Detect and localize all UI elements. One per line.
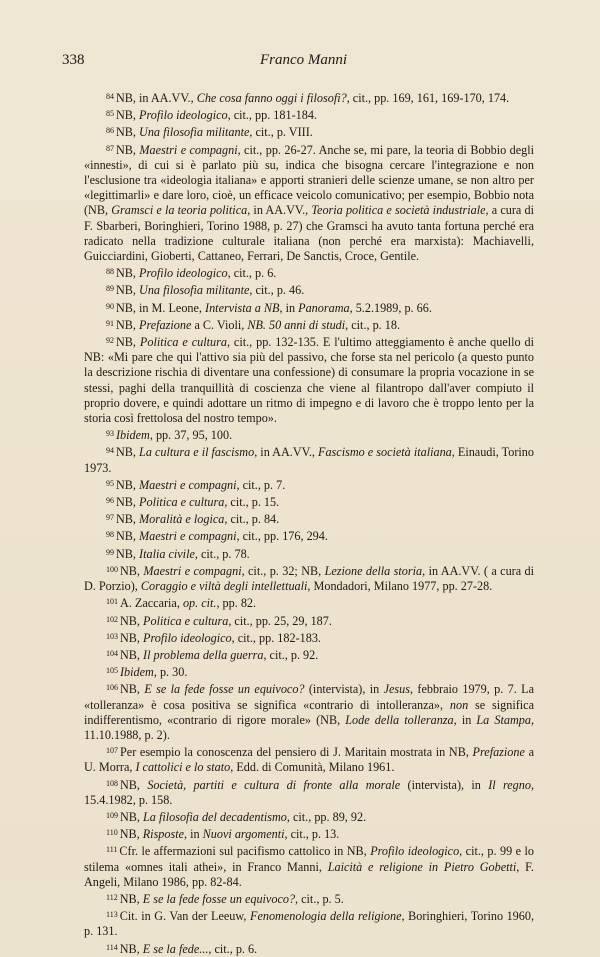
footnote-title-italic: Profilo ideologico [143,630,232,645]
footnote-title-italic: La filosofia del decadentismo [143,809,287,824]
footnote-text: NB, [116,142,140,157]
footnote-text: , cit., pp. 169, 161, 169-170, 174. [346,91,510,105]
footnote-text: (intervista), in [400,777,489,792]
footnote-text: , cit., p. 84. [224,512,280,527]
footnote-text: NB, [116,283,140,298]
footnote [84,476,534,493]
footnote-number: 97 [106,513,114,523]
footnote [84,527,534,544]
footnote-text: , cit., p. 5. [295,891,344,906]
footnote-title-italic: Maestri e compagni [139,142,238,157]
footnote-number: 98 [106,530,114,540]
footnote-title-italic: op. cit. [182,596,217,611]
footnote-text: , F. Angeli, Milano 1986, pp. 82-84. [84,859,534,889]
footnote-number: 96 [106,496,114,506]
footnote-text: NB, [116,512,140,527]
footnote [84,940,534,957]
footnote-title-italic: Lezione della storia [324,563,423,578]
footnote-title-italic: Gramsci e la teoria politica [111,203,248,218]
footnote-number: 110 [106,828,118,838]
footnote-title-italic: E se la fede fosse un equivoco? [144,682,305,697]
footnote-text: , cit., p. 78. [194,546,250,561]
footnote-number: 84 [106,92,114,101]
footnote-number: 113 [106,910,118,920]
footnote-title-italic: Teoria politica e società industriale [311,203,486,218]
footnote-text: , cit., p. 13. [284,827,340,842]
footnote-number: 90 [106,301,114,311]
footnote-text: , Edd. di Comunità, Milano 1961. [230,760,395,775]
footnote-number: 112 [106,892,118,902]
footnote-text: NB, [120,630,144,645]
footnote-number: 105 [106,666,118,676]
footnote-number: 106 [106,683,118,693]
footnote-number: 103 [106,631,118,641]
footnote-text: , in [184,827,203,842]
footnote [84,646,534,663]
footnote [84,808,534,825]
footnote-number: 102 [106,614,118,624]
footnote-text: , cit., pp. 132-135. E l'ultimo atteggiamento è anche quello di NB: «Mi pare che qui l'attivo sia più del passivo, che forse sta nel pericolo (a questo punto la descrizione rischia di diventare una confessione) di consumare la propria vocazione in se stessi, paghi della tranquillità di coscienza che viene al filantropo dall'aver compiuto il proprio dovere, e quindi adottare un ritmo di impegno e di lavoro che è troppo lento per la storia così frettolosa del nostro tempo». [84,335,535,426]
footnote-text: , in [453,712,477,727]
footnote-number: 111 [106,845,118,855]
footnote-text: NB, [119,941,143,956]
footnote-number: 88 [106,267,114,277]
footnote-text: NB, [119,891,143,906]
footnote-text: NB, in AA.VV., [116,91,197,105]
footnote-title-italic: Politica e cultura [139,495,225,510]
footnote [84,281,534,298]
footnote-title-italic: Profilo ideologico [370,844,460,859]
footnote-text: NB, [120,647,144,662]
footnote-title-italic: Fascismo e società italiana [318,445,452,460]
footnote-title-italic: Maestri e compagni [139,529,237,544]
running-title: Franco Manni [260,52,348,68]
footnote-text: NB, [116,445,140,460]
footnote-title-italic: Società, partiti e cultura di fronte alla morale [147,777,401,792]
page-number: 338 [62,52,85,68]
footnote-title-italic: Profilo ideologico [139,108,228,123]
footnote-text: , a cura di F. Sbarberi, Boringhieri, Torino 1988, p. 27) che Gramsci ha avuto tanta fortuna perché era radicato nella tradizione culturale italiana (non perché era marxista): Machiavelli, Guicciardini, Gioberti, Cattaneo, Ferrari, De Sanctis, Croce, Gentile. [84,203,534,264]
footnote [84,106,534,123]
footnote-title-italic: Politica e cultura [139,335,227,350]
footnote-title-italic: Jesus [383,682,410,697]
footnote-text: NB, [116,317,140,332]
footnote-number: 92 [106,336,114,346]
footnote [84,141,534,265]
footnote-title-italic: Ibidem [120,665,154,680]
footnote-text: , Boringhieri, Torino 1960, p. 131. [84,909,535,939]
footnote-text: , in AA.VV. ( a cura di D. Porzio), [84,563,535,594]
footnote-text: , pp. 82. [216,596,257,611]
footnote-title-italic: E se la fede fosse un equivoco? [142,891,296,906]
footnote-text: , cit., p. 32; NB, [241,563,325,578]
footnote [84,907,534,939]
footnote-title-italic: E se la fede... [142,941,209,956]
footnote-text: , cit., p. 6. [227,266,277,281]
footnote-title-italic: Ibidem [116,428,150,443]
footnote-title-italic: non [449,697,469,712]
footnote-number: 109 [106,810,118,820]
footnotes-list [84,89,534,957]
footnote-title-italic: Fenomenologia della religione [250,909,402,924]
footnote-title-italic: Una filosofia militante [139,283,250,298]
footnote [84,743,534,775]
footnote-title-italic: Politica e cultura [143,613,229,628]
footnote-text: NB, [120,777,148,792]
footnote-title-italic: Intervista a NB [205,300,280,315]
footnote-number: 89 [106,284,114,294]
footnote-title-italic: Il regno [488,777,531,792]
footnote-text: A. Zaccaria, [120,596,183,611]
footnote-number: 94 [106,446,114,456]
footnote-number: 86 [106,126,114,136]
footnote-title-italic: Risposte [142,827,185,842]
footnote-text: , cit., p. 92. [263,647,319,662]
footnote [84,89,534,106]
footnote-text: , 5.2.1989, p. 66. [349,300,432,315]
footnote-text: , in [279,300,299,315]
footnote [84,316,534,333]
footnote-title-italic: Laicità e religione in Pietro Gobetti [327,859,517,874]
footnote-title-italic: NB. 50 anni di studi [247,317,346,332]
footnote-text: NB, [116,546,140,561]
footnote-number: 107 [106,746,118,756]
footnote [84,264,534,281]
footnote-text: , Einaudi, Torino 1973. [84,445,534,475]
footnote [84,663,534,680]
footnote-text: NB, [116,495,140,510]
footnote-text: , cit., pp. 25, 29, 187. [228,613,332,628]
footnote-text: , cit., pp. 182-183. [231,630,321,645]
footnote-text: (intervista), in [304,682,384,697]
footnote-title-italic: Coraggio e viltà degli intellettuali [140,579,308,594]
footnote [84,545,534,562]
footnote-text: Per esempio la conoscenza del pensiero di J. Maritain mostrata in NB, [120,745,473,760]
footnote-text: NB, [116,477,140,492]
running-header [62,52,538,72]
footnote-number: 108 [106,778,118,788]
footnote-text: NB, [120,563,144,578]
footnote-title-italic: Nuovi argomenti [202,827,285,842]
footnote-text: NB, [116,125,140,140]
footnote-title-italic: Maestri e compagni [143,563,242,578]
footnote-title-italic: Lode della tolleranza [345,712,454,727]
footnote-title-italic: Una filosofia militante [139,125,250,140]
footnote [84,510,534,527]
footnote-text: , cit., p. 7. [236,477,286,492]
footnote-text: a U. Morra, [84,745,534,775]
footnote-title-italic: Italia civile [139,546,195,561]
footnote-number: 101 [106,597,118,607]
footnote-text: , cit., p. VIII. [249,125,313,140]
footnote-text: , cit., p. 6. [208,941,258,956]
footnote-number: 85 [106,109,114,119]
footnote-title-italic: Prefazione [139,317,192,332]
footnote [84,612,534,629]
footnote-text: , pp. 37, 95, 100. [149,428,233,443]
footnote-number: 100 [106,564,118,574]
footnote [84,443,534,475]
footnote-title-italic: Profilo ideologico [139,266,228,281]
footnote-title-italic: Panorama [298,300,350,315]
footnote-number: 104 [106,648,118,658]
footnote [84,629,534,646]
footnote-title-italic: La Stampa [476,712,531,727]
footnote-text: , cit., p. 18. [345,317,401,332]
footnote-text: Cit. in G. Van der Leeuw, [119,909,251,924]
footnote [84,426,534,443]
footnote-number: 93 [106,429,114,439]
footnote-text: , Mondadori, Milano 1977, pp. 27-28. [307,579,493,594]
footnote [84,123,534,140]
footnote-text: , cit., pp. 26-27. Anche se, mi pare, la teoria di Bobbio degli «innesti», di cui si è parlato più su, indica che bisogna cercare l'integrazione e non l'esclusione tra «ideologia italiana» e apporti stranieri delle scienze umane, se non altro per «legittimarli» e dare loro, cioè, un efficace veicolo comunicativo; per esempio, Bobbio nota (NB, [84,142,534,218]
footnote-text: NB, [116,529,140,544]
footnote-title-italic: Che cosa fanno oggi i filosofi? [196,91,347,105]
footnote-text: , cit., p. 46. [249,283,305,298]
footnote [84,825,534,842]
footnote-text: NB, in M. Leone, [116,300,206,315]
footnote-text: se significa indifferentismo, «contrario di rigore morale» (NB, [84,697,534,727]
footnote-text: , febbraio 1979, p. 7. La «tolleranza» è cosa positiva se significa «contrario di intolleranza», [84,682,534,712]
footnote [84,890,534,907]
footnote-text: NB, [116,266,140,281]
footnote [84,493,534,510]
footnote-number: 95 [106,478,114,488]
footnote [84,680,534,743]
footnote-text: , cit., pp. 176, 294. [236,529,328,544]
footnote [84,776,534,808]
footnote-title-italic: I cattolici e lo stato [135,760,231,775]
footnote-number: 114 [106,942,118,952]
footnote-text: , 11.10.1988, p. 2). [84,712,534,742]
footnote-text: , in AA.VV., [247,203,312,218]
footnote-text: , cit., pp. 181-184. [227,108,317,123]
footnote-text: NB, [116,108,140,123]
footnote-text: NB, [120,809,144,824]
footnote [84,333,534,426]
footnote-text: , cit., p. 99 e lo stilema «omnes itali athei», in Franco Manni, [84,844,534,874]
footnote-text: , p. 30. [153,665,188,680]
footnote-text: , 15.4.1982, p. 158. [84,777,534,807]
footnote-text: NB, [120,613,144,628]
footnote-number: 99 [106,547,114,557]
footnote-title-italic: Il problema della guerra [143,647,264,662]
footnote-text: , cit., p. 15. [224,495,280,510]
footnote-text: Cfr. le affermazioni sul pacifismo cattolico in NB, [119,844,371,859]
footnote-title-italic: Moralità e logica [139,512,225,527]
footnote-text: NB, [119,827,143,842]
footnote-title-italic: Maestri e compagni [139,477,237,492]
footnote-number: 87 [106,143,114,153]
footnote-title-italic: La cultura e il fascismo [139,445,255,460]
footnote-text: NB, [116,335,140,350]
footnote [84,562,534,594]
footnote [84,594,534,611]
footnote-text: , cit., pp. 89, 92. [286,809,367,824]
footnote-text: a C. Violi, [191,317,248,332]
footnote [84,299,534,316]
footnote-title-italic: Prefazione [472,745,525,760]
footnote-text: NB, [120,682,145,697]
footnote-text: , in AA.VV., [254,445,319,460]
footnote-number: 91 [106,318,114,328]
